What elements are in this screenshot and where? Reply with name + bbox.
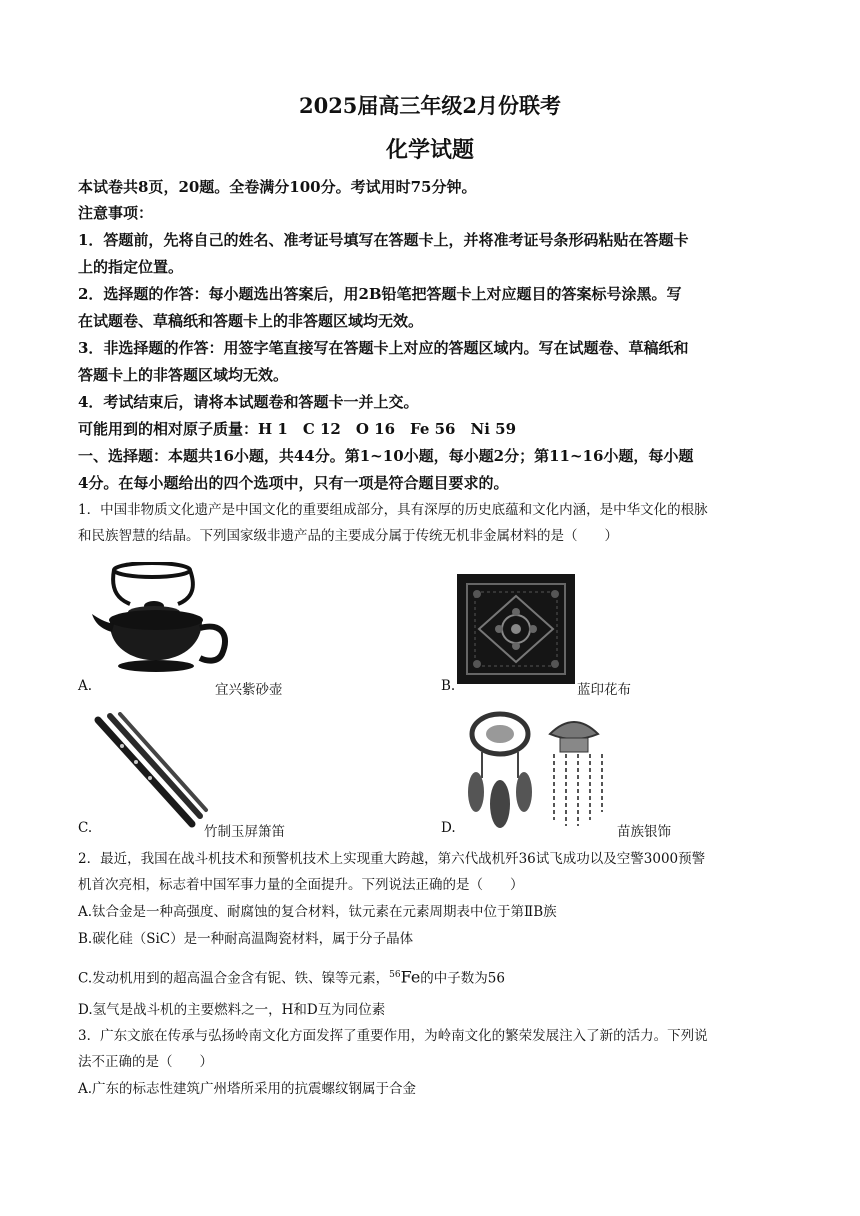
q2-stem-b: 机首次亮相，标志着中国军事力量的全面提升。下列说法正确的是（ ）	[78, 877, 524, 893]
notice-1b: 上的指定位置。	[78, 258, 184, 276]
q1-option-c-caption: 竹制玉屏箫笛	[204, 824, 285, 840]
notice-1a: 1．答题前，先将自己的姓名、准考证号填写在答题卡上，并将准考证号条形码粘贴在答题卡	[78, 231, 689, 249]
q2-stem-a: 2．最近，我国在战斗机技术和预警机技术上实现重大跨越，第六代战机歼36试飞成功以及空警3000预警	[78, 851, 706, 867]
atomic-masses: 可能用到的相对原子质量：H 1 C 12 O 16 Fe 56 Ni 59	[78, 420, 517, 438]
q1-option-a-label: A.	[78, 678, 93, 694]
exam-title: 2025届高三年级2月份联考	[298, 93, 562, 118]
section-1-heading-b: 4分。在每小题给出的四个选项中，只有一项是符合题目要求的。	[78, 474, 509, 492]
blue-print-cloth-image	[457, 574, 575, 684]
q1-stem-a: 1．中国非物质文化遗产是中国文化的重要组成部分，具有深厚的历史底蕴和文化内涵，是中华文化的根脉	[78, 502, 708, 518]
bamboo-flute-image	[92, 712, 212, 830]
zisha-teapot-image	[90, 562, 240, 680]
q3-stem-a: 3．广东文旅在传承与弘扬岭南文化方面发挥了重要作用，为岭南文化的繁荣发展注入了新的活力。下列说	[78, 1028, 708, 1044]
q3-option-a: A.广东的标志性建筑广州塔所采用的抗震螺纹钢属于合金	[78, 1081, 417, 1097]
exam-subtitle: 化学试题	[385, 137, 474, 163]
q2-option-c	[78, 962, 790, 992]
q2-option-c-mass-number: 56	[389, 970, 401, 980]
notice-3b: 答题卡上的非答题区域均无效。	[78, 366, 289, 384]
q2-option-d: D.氢气是战斗机的主要燃料之一，H和D互为同位素	[78, 1002, 386, 1018]
q1-option-c-label: C.	[78, 820, 93, 836]
section-1-heading-a: 一、选择题：本题共16小题，共44分。第1~10小题，每小题2分；第11~16小题，每小题	[78, 447, 694, 465]
q2-option-c-tail: 的中子数为56	[420, 970, 505, 987]
q2-option-a: A.钛合金是一种高强度、耐腐蚀的复合材料，钛元素在元素周期表中位于第ⅡB族	[78, 904, 557, 920]
q1-option-a-caption: 宜兴紫砂壶	[215, 682, 283, 698]
q1-stem-b: 和民族智慧的结晶。下列国家级非遗产品的主要成分属于传统无机非金属材料的是（ ）	[78, 528, 618, 544]
q1-option-d-caption: 苗族银饰	[617, 824, 671, 840]
miao-silver-ornament-image	[462, 708, 612, 833]
q1-option-d-label: D.	[441, 820, 456, 836]
q2-option-c-text: C.发动机用到的超高温合金含有铌、铁、镍等元素，	[78, 970, 390, 987]
q3-stem-b: 法不正确的是（ ）	[78, 1054, 213, 1070]
notice-2a: 2．选择题的作答：每小题选出答案后，用2B铅笔把答题卡上对应题目的答案标号涂黑。写	[78, 285, 682, 303]
q2-option-b: B.碳化硅（SiC）是一种耐高温陶瓷材料，属于分子晶体	[78, 931, 414, 947]
exam-info: 本试卷共8页，20题。全卷满分100分。考试用时75分钟。	[78, 178, 477, 196]
notice-title: 注意事项：	[78, 204, 154, 222]
notice-2b: 在试题卷、草稿纸和答题卡上的非答题区域均无效。	[78, 312, 424, 330]
notice-4: 4．考试结束后，请将本试题卷和答题卡一并上交。	[78, 393, 419, 411]
q1-option-b-label: B.	[441, 678, 456, 694]
q2-option-c-element: Fe	[400, 967, 421, 987]
notice-3a: 3．非选择题的作答：用签字笔直接写在答题卡上对应的答题区域内。写在试题卷、草稿纸和	[78, 339, 689, 357]
q1-option-b-caption: 蓝印花布	[577, 682, 631, 698]
